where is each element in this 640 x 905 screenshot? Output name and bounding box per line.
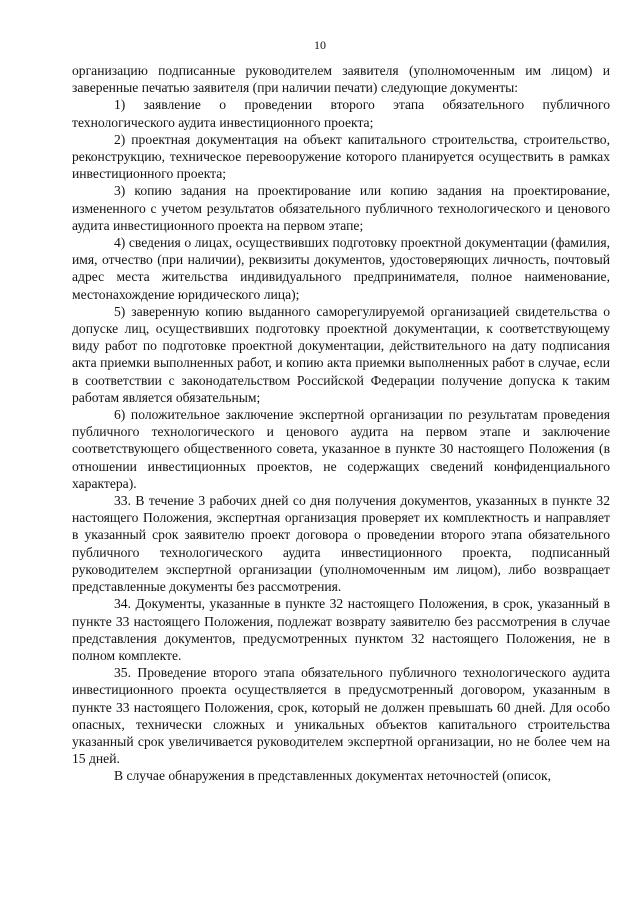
page-number: 10: [314, 38, 326, 52]
paragraph: организацию подписанные руководителем заявителя (уполномоченным им лицом) и заверенные печатью заявителя (при наличии печати) следующие документы:: [72, 63, 610, 96]
paragraph: 4) сведения о лицах, осуществивших подготовку проектной документации (фамилия, имя, отчество (при наличии), реквизиты документов, удостоверяющих личность, почтовый адрес места жительства индивидуального предпринимателя, полное наименование, местонахождение юридического лица);: [72, 235, 610, 302]
paragraph: 6) положительное заключение экспертной организации по результатам проведения публичного технологического и ценового аудита на первом этапе и заключение соответствующего общественного совета, указанное в пункте 30 настоящего Положения (в отношении инвестиционных проектов, не содержащих сведений конфиденциального характера).: [72, 407, 610, 491]
paragraph: 2) проектная документация на объект капитального строительства, строительство, реконструкцию, техническое перевооружение которого планируется осуществить в рамках инвестиционного проекта;: [72, 131, 610, 182]
paragraph: 33. В течение 3 рабочих дней со дня получения документов, указанных в пункте 32 настоящего Положения, экспертная организация проверяет их комплектность и направляет в указанный срок заявителю проект договора о проведении второго этапа обязательного публичного технологического аудита инвестиционного проекта, подписанный руководителем экспертной организации (уполномоченным им лицом), либо возвращает представленные документы без рассмотрения.: [72, 493, 610, 595]
paragraph: 35. Проведение второго этапа обязательного публичного технологического аудита инвестиционного проекта осуществляется в предусмотренный договором, указанным в пункте 33 настоящего Положения, срок, который не должен превышать 60 дней. Для особо опасных, технически сложных и уникальных объектов капитального строительства указанный срок увеличивается руководителем экспертной организации, но не более чем на 15 дней.: [72, 665, 610, 767]
paragraph: 3) копию задания на проектирование или копию задания на проектирование, измененного с учетом результатов обязательного публичного технологического и ценового аудита инвестиционного проекта на первом этапе;: [72, 183, 610, 233]
paragraph: 1) заявление о проведении второго этапа обязательного публичного технологического аудита инвестиционного проекта;: [72, 97, 610, 130]
paragraph: В случае обнаружения в представленных документах неточностей (описок,: [114, 768, 551, 784]
paragraph: 34. Документы, указанные в пункте 32 настоящего Положения, в срок, указанный в пункте 33 настоящего Положения, подлежат возврату заявителю без рассмотрения в случае представления документов, предусмотренных пунктом 32 настоящего Положения, не в полном комплекте.: [72, 596, 610, 663]
paragraph: 5) заверенную копию выданного саморегулируемой организацией свидетельства о допуске лиц, осуществивших подготовку проектной документации, к соответствующему виду работ по подготовке проектной документации, действительного на дату подписания акта приемки выполненных работ, и копию акта приемки выполненных работ в случае, если в соответствии с законодательством Российской Федерации получение допуска к таким работам является обязательным;: [72, 303, 610, 405]
document-body: [72, 62, 610, 785]
